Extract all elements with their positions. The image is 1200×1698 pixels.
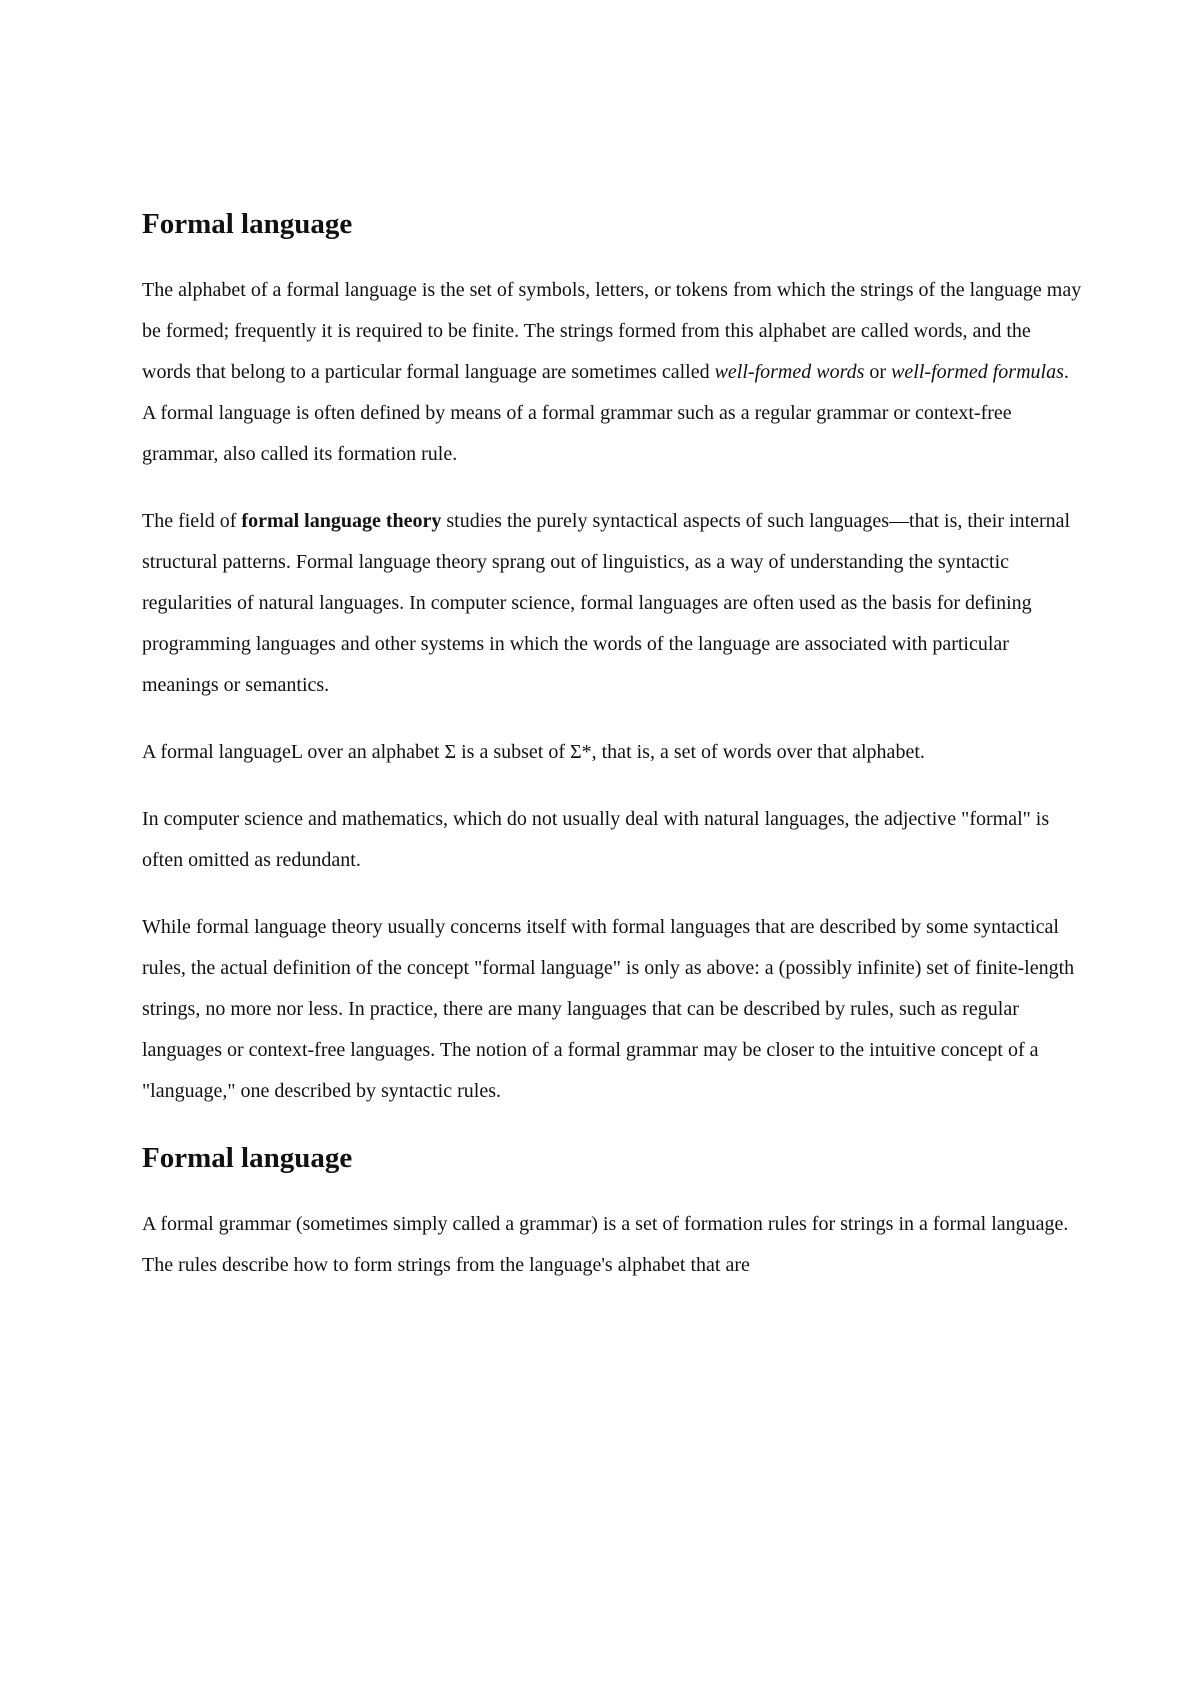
paragraph-text: The alphabet of a formal language is the set of symbols, letters, or tokens from which the strings of the language may be formed; frequently it is required to be finite. The strings formed from this alphabet are called words, and the words that belong to a particular formal language are sometimes called xyxy=(142,279,1082,383)
document-page xyxy=(142,204,1082,1312)
italic-term: well-formed words xyxy=(714,361,865,383)
paragraph-alphabet xyxy=(142,270,1082,475)
paragraph-text: or xyxy=(864,361,892,383)
section-heading: Formal language xyxy=(142,1142,353,1174)
paragraph-text: The field of xyxy=(142,510,242,532)
paragraph-rules: While formal language theory usually concerns itself with formal languages that are described by some syntactical rules, the actual definition of the concept "formal language" is only as above: a (possibly infinite) set of finite-length strings, no more nor less. In practice, there are many languages that can be described by rules, such as regular languages or context-free languages. The notion of a formal grammar may be closer to the intuitive concept of a "language," one described by syntactic rules. xyxy=(142,916,1075,1102)
paragraph-text: . A formal language is often defined by means of a formal grammar such as a regular grammar or context-free grammar, also called its formation rule. xyxy=(142,361,1069,465)
paragraph-text: studies the purely syntactical aspects of such languages—that is, their internal structural patterns. Formal language theory sprang out of linguistics, as a way of understanding the syntactic regularities of natural languages. In computer science, formal languages are often used as the basis for defining programming languages and other systems in which the words of the language are associated with particular meanings or semantics. xyxy=(142,510,1071,696)
paragraph-definition: A formal languageL over an alphabet Σ is a subset of Σ*, that is, a set of words over that alphabet. xyxy=(142,741,925,763)
paragraph-grammar: A formal grammar (sometimes simply called a grammar) is a set of formation rules for strings in a formal language. The rules describe how to form strings from the language's alphabet that are xyxy=(142,1213,1069,1276)
italic-term: well-formed formulas xyxy=(891,361,1064,383)
paragraph-theory xyxy=(142,501,1082,706)
bold-term: formal language theory xyxy=(241,510,442,532)
paragraph-redundant: In computer science and mathematics, which do not usually deal with natural languages, the adjective "formal" is often omitted as redundant. xyxy=(142,808,1050,871)
section-heading: Formal language xyxy=(142,208,353,240)
